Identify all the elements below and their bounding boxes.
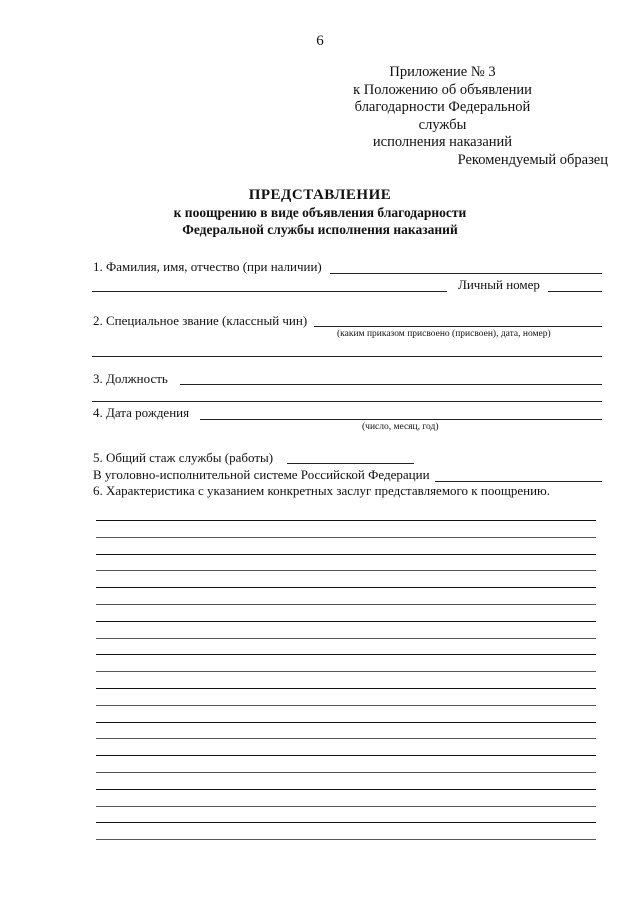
personal-number-label: Личный номер — [458, 277, 540, 292]
personal-number-field[interactable] — [548, 291, 602, 292]
appendix-line-1: Приложение № 3 — [389, 64, 496, 80]
characteristic-line[interactable] — [96, 806, 596, 807]
characteristic-line[interactable] — [96, 755, 596, 756]
position-field-continued[interactable] — [92, 401, 602, 402]
characteristic-line[interactable] — [96, 789, 596, 790]
position-label: 3. Должность — [93, 371, 168, 386]
characteristic-line[interactable] — [96, 537, 596, 538]
appendix-line-2: к Положению об объявлении — [353, 81, 532, 98]
full-name-field[interactable] — [330, 273, 602, 274]
characteristic-line[interactable] — [96, 839, 596, 840]
appendix-line-3: благодарности Федеральной службы — [354, 99, 531, 133]
characteristic-line[interactable] — [96, 520, 596, 521]
service-length-label: 5. Общий стаж службы (работы) — [93, 450, 274, 465]
characteristic-line[interactable] — [96, 722, 596, 723]
penal-system-label: В уголовно-исполнительной системе Российской Федерации — [93, 467, 430, 482]
characteristic-line[interactable] — [96, 621, 596, 622]
special-rank-field[interactable] — [314, 326, 602, 327]
appendix-block — [330, 64, 555, 152]
characteristic-line[interactable] — [96, 822, 596, 823]
special-rank-label: 2. Специальное звание (классный чин) — [93, 313, 308, 328]
characteristic-line[interactable] — [96, 604, 596, 605]
page-number: 6 — [316, 33, 324, 49]
characteristic-line[interactable] — [96, 688, 596, 689]
appendix-line-4: исполнения наказаний — [372, 134, 513, 150]
document-subtitle-1: к поощрению в виде объявления благодарности — [173, 205, 467, 220]
characteristic-line[interactable] — [96, 570, 596, 571]
recommended-sample-label: Рекомендуемый образец — [457, 152, 608, 168]
document-subtitle-2: Федеральной службы исполнения наказаний — [182, 222, 458, 237]
characteristic-line[interactable] — [96, 554, 596, 555]
birth-date-hint: (число, месяц, год) — [362, 422, 439, 432]
penal-system-field[interactable] — [435, 481, 602, 482]
characteristic-line[interactable] — [96, 638, 596, 639]
characteristic-label: 6. Характеристика с указанием конкретных заслуг представляемого к поощрению. — [93, 483, 550, 498]
birth-date-field[interactable] — [200, 419, 602, 420]
characteristic-line[interactable] — [96, 738, 596, 739]
position-field[interactable] — [180, 384, 602, 385]
characteristic-line[interactable] — [96, 705, 596, 706]
special-rank-field-continued[interactable] — [92, 356, 602, 357]
characteristic-line[interactable] — [96, 671, 596, 672]
special-rank-hint: (каким приказом присвоено (присвоен), дата, номер) — [337, 329, 551, 339]
birth-date-label: 4. Дата рождения — [93, 405, 190, 420]
document-title: ПРЕДСТАВЛЕНИЕ — [248, 187, 392, 203]
characteristic-line[interactable] — [96, 654, 596, 655]
full-name-label: 1. Фамилия, имя, отчество (при наличии) — [93, 259, 322, 274]
full-name-field-continued[interactable] — [92, 291, 447, 292]
service-length-field[interactable] — [287, 463, 414, 464]
characteristic-line[interactable] — [96, 772, 596, 773]
characteristic-line[interactable] — [96, 587, 596, 588]
